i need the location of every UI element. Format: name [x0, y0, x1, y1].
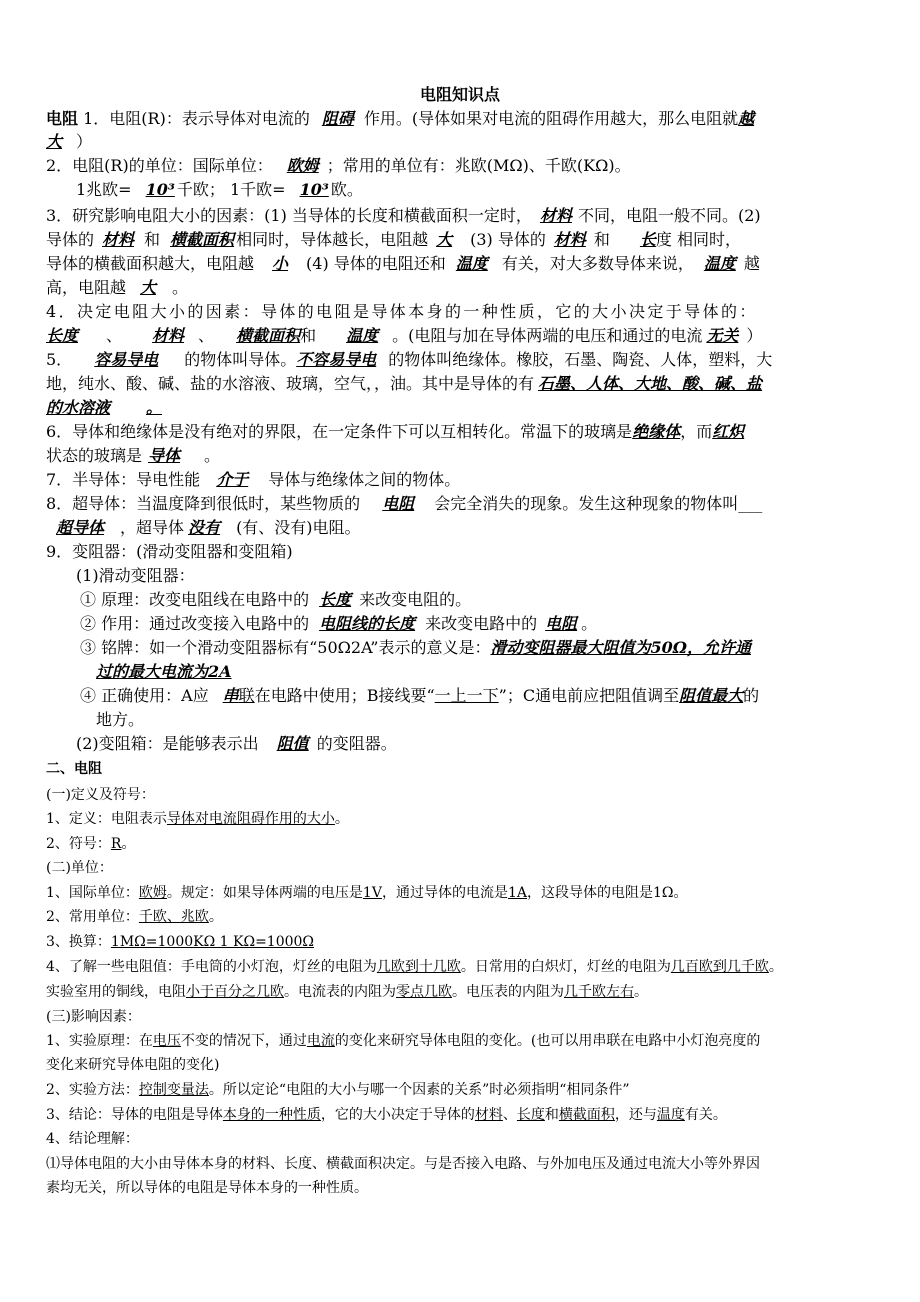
factors-line-3	[46, 1105, 886, 1125]
item-9-point-4-cont: 地方。	[96, 710, 145, 729]
text: ，还与	[614, 1107, 657, 1123]
text: 1．电阻(R)：表示导体对电流的	[78, 109, 310, 128]
underlined-text: 材料	[474, 1107, 503, 1123]
text: 。	[768, 959, 783, 975]
text: 不同，电阻一般不同。(2)	[577, 206, 761, 225]
item-3-line-4	[46, 277, 886, 299]
item-9-heading: 9．变阻器：(滑动变阻器和变阻箱)	[46, 542, 293, 561]
underlined-text: 长度	[516, 1107, 545, 1123]
text: 会完全消失的现象。发生这种现象的物体叫___	[434, 494, 763, 513]
underlined-text: 小于百分之几欧	[186, 984, 284, 1000]
part-2-heading: 二、电阻	[46, 761, 102, 777]
answer-blank: 阻碍	[321, 109, 354, 128]
text: 的	[743, 686, 760, 705]
answer-blank: 绝缘体	[632, 422, 681, 441]
item-9-point-4	[80, 685, 880, 707]
answer-blank: 不容易导电	[296, 350, 377, 369]
underlined-text: 千欧、兆欧	[138, 909, 209, 925]
unit-line-2	[46, 907, 886, 927]
text: 导体与绝缘体之间的物体。	[268, 470, 461, 489]
text: 实验室用的铜线，电阻	[46, 984, 186, 1000]
text: 2、符号：	[46, 836, 111, 852]
text: (2)变阻箱：是能够表示出	[76, 734, 259, 753]
item-4-line-1	[46, 301, 886, 323]
underlined-text: 1A	[507, 885, 527, 901]
text: 和	[593, 230, 610, 249]
item-9-point-2	[80, 613, 920, 635]
answer-blank: 石墨、人体、大地、酸、碱、盐	[538, 374, 763, 393]
text: 的物体叫绝缘体。橡胶，石墨、陶瓷、人体，塑料，大	[388, 350, 773, 369]
underlined-text: 几欧到十几欧	[376, 959, 461, 975]
underlined-text: R	[110, 836, 122, 852]
page-title: 电阻知识点	[419, 85, 500, 104]
text: 状态的玻璃是	[46, 446, 143, 465]
text: 联	[238, 686, 255, 705]
answer-blank: 电阻线的长度	[319, 614, 416, 633]
text: ，它的大小决定于导体的	[320, 1107, 475, 1123]
answer-blank: 阻值最大	[679, 686, 744, 705]
item-8-line-2	[46, 517, 886, 539]
answer-blank: 材料	[539, 206, 572, 225]
text: 3．研究影响电阻大小的因素：(1) 当导体的长度和横截面积一定时，	[46, 206, 532, 225]
text: 4、了解一些电阻值：手电筒的小灯泡，灯丝的电阻为	[46, 959, 377, 975]
text: 。(电阻与加在导体两端的电压和通过的电流	[392, 326, 703, 345]
definition-heading: (一)定义及符号：	[46, 787, 155, 803]
text: 有关，对大多数导体来说，	[501, 254, 694, 273]
text: 7．半导体：导电性能	[46, 470, 201, 489]
text: 。	[204, 446, 221, 465]
underlined-text: 本身的一种性质	[222, 1107, 321, 1123]
item-5-line-3	[46, 397, 886, 419]
answer-blank: 欧姆	[286, 156, 319, 175]
text: 2．电阻(R)的单位：国际单位：	[46, 156, 273, 175]
unit-line-4-cont	[46, 982, 886, 1002]
answer-blank: 大	[46, 132, 63, 151]
unit-line-3	[46, 932, 886, 952]
factors-line-1	[46, 1031, 896, 1051]
item-7	[46, 469, 886, 491]
text: (3) 导体的	[470, 230, 546, 249]
item-9-point-1	[80, 589, 920, 611]
text: 。	[581, 614, 598, 633]
answer-blank: 材料	[553, 230, 586, 249]
item-6-line-2	[46, 445, 886, 467]
answer-blank: 温度	[703, 254, 736, 273]
text: 、	[198, 326, 215, 345]
unit-line-4	[46, 957, 896, 977]
text: 1、定义：电阻表示	[46, 811, 167, 827]
answer-blank: 长	[639, 230, 656, 249]
text: ④ 正确使用：A应	[80, 686, 209, 705]
text: 、	[502, 1107, 517, 1123]
definition-line	[46, 809, 886, 829]
answer-blank: 滑动变阻器最大阻值为50Ω，允许通	[490, 638, 751, 657]
answer-blank: 温度	[455, 254, 488, 273]
underlined-text: 电流	[306, 1033, 335, 1049]
text: 。	[172, 278, 189, 297]
text: (有、没有)电阻。	[236, 518, 361, 537]
text: 。	[334, 811, 349, 827]
item-8-line-1	[46, 493, 886, 515]
answer-blank: 大	[140, 278, 157, 297]
answer-blank: 串	[222, 686, 239, 705]
text: 8．超导体：当温度降到很低时，某些物质的	[46, 494, 361, 513]
answer-blank: 电阻	[382, 494, 415, 513]
item-3-line-1	[46, 205, 886, 227]
item-9-point-3-cont	[96, 661, 920, 683]
answer-blank: 材料	[102, 230, 135, 249]
text: 千欧； 1千欧=	[176, 180, 286, 199]
answer-blank: 过的最大电流为2A	[96, 662, 232, 681]
text: 、	[106, 326, 123, 345]
text: 1兆欧=	[76, 180, 132, 199]
answer-blank: 红炽	[712, 422, 745, 441]
item-3-line-3	[46, 253, 886, 275]
text: 。	[634, 984, 648, 1000]
underlined-text: 欧姆	[138, 885, 167, 901]
text: 欧。	[330, 180, 363, 199]
text: 来改变电阻的。	[359, 590, 472, 609]
answer-blank: 体	[88, 518, 105, 537]
text: 有关。	[684, 1107, 727, 1123]
text: ② 作用：通过改变接入电路中的	[80, 614, 310, 633]
text: ③ 铭牌：如一个滑动变阻器标有“50Ω2A”表示的意义是：	[80, 638, 491, 657]
text: 3、换算：	[46, 934, 111, 950]
text: 地，纯水、酸、碱、盐的水溶液、玻璃，空气，，油。其中是导体的有	[46, 374, 535, 393]
factors-heading: (三)影响因素：	[46, 1009, 141, 1025]
item-9-sub-1: (1)滑动变阻器：	[76, 566, 195, 585]
item-5-line-1	[46, 349, 886, 371]
answer-blank: 小	[272, 254, 289, 273]
underlined-text: 导体对电流阻碍作用的大小	[166, 811, 335, 827]
factors-line-2	[46, 1080, 886, 1100]
factors-line-1-cont: 变化来研究导体电阻的变化)	[46, 1057, 220, 1073]
text: 和	[300, 326, 317, 345]
text: 3、结论：导体的电阻是导体	[46, 1107, 223, 1123]
symbol-line	[46, 834, 886, 854]
underlined-text: 零点几欧	[396, 984, 452, 1000]
answer-blank: 阻值	[276, 734, 309, 753]
answer-blank: 导体	[148, 446, 181, 465]
item-5-line-2	[46, 373, 886, 395]
item-9-sub-2	[76, 733, 916, 755]
item-4-line-2	[46, 325, 886, 347]
answer-blank: 。	[146, 398, 163, 417]
section-lead: 电阻	[46, 109, 79, 128]
unit-line-1	[46, 883, 886, 903]
answer-blank: 超导	[56, 518, 89, 537]
answer-blank: 无关	[706, 326, 739, 345]
item-9-point-3	[80, 637, 880, 659]
text: 。日常用的白炽灯，灯丝的电阻为	[460, 959, 671, 975]
text: 4．决定电阻大小的因素：导体的电阻是导体本身的一种性质，它的大小决定于导体的：	[46, 302, 758, 321]
text: 6．导体和绝缘体是没有绝对的界限，在一定条件下可以互相转化。常温下的玻璃是	[46, 422, 633, 441]
answer-blank: 长度	[46, 326, 79, 345]
text: ，这段导体的电阻是1Ω。	[526, 885, 688, 901]
text: 。电压表的内阻为	[452, 984, 564, 1000]
unit-heading: (二)单位：	[46, 860, 113, 876]
text: 。规定：如果导体两端的电压是	[166, 885, 363, 901]
text: 高，电阻越	[46, 278, 127, 297]
text: 1、实验原理：在	[46, 1033, 153, 1049]
answer-blank: 没有	[188, 518, 221, 537]
text: 的变阻器。	[316, 734, 397, 753]
text: 。电流表的内阻为	[284, 984, 396, 1000]
text: 越	[743, 254, 760, 273]
underlined-text: 温度	[656, 1107, 685, 1123]
text: 的变化来研究导体电阻的变化。(也可以用串联在电路中小灯泡亮度的	[334, 1033, 761, 1049]
item-1-line-2	[46, 131, 886, 153]
text: ；常用的单位有：兆欧(MΩ)、千欧(KΩ)。	[326, 156, 631, 175]
underlined-text: 几百欧到几千欧	[670, 959, 769, 975]
answer-blank: 横截面积	[170, 230, 235, 249]
text: 导体的	[46, 230, 95, 249]
text: 。	[121, 836, 136, 852]
text: 1、国际单位：	[46, 885, 139, 901]
text: 和	[144, 230, 161, 249]
text: 来改变电路中的	[425, 614, 538, 633]
text: 和	[544, 1107, 559, 1123]
item-3-line-2	[46, 229, 886, 251]
factors-line-5-cont: 素均无关，所以导体的电阻是导体本身的一种性质。	[46, 1180, 368, 1196]
answer-blank: 10³	[145, 180, 175, 199]
answer-blank: 电阻	[545, 614, 578, 633]
text: ① 原理：改变电阻线在电路中的	[80, 590, 310, 609]
answer-blank: 长度	[319, 590, 352, 609]
answer-blank: 介于	[216, 470, 249, 489]
underlined-text: 1V	[362, 885, 382, 901]
answer-blank: 材料	[152, 326, 185, 345]
text: ）	[76, 132, 93, 151]
answer-blank: 横截面积	[236, 326, 301, 345]
underlined-text: 控制变量法	[138, 1082, 209, 1098]
underlined-text: 电压	[152, 1033, 181, 1049]
text: 作用。(导体如果对电流的阻碍作用越大，那么电阻就	[363, 109, 739, 128]
answer-blank: 温度	[346, 326, 379, 345]
item-2-line-2	[76, 179, 916, 201]
item-2-line-1	[46, 155, 886, 177]
text: 导体的横截面积越大，电阻越	[46, 254, 255, 273]
factors-line-5: ⑴导体电阻的大小由导体本身的材料、长度、横截面积决定。与是否接入电路、与外加电压及通过电流大小等外界因	[46, 1156, 760, 1172]
text: 不变的情况下，通过	[180, 1033, 307, 1049]
answer-blank: 越	[738, 109, 755, 128]
text: ，通过导体的电流是	[381, 885, 508, 901]
text: 相同时，导体越长，电阻越	[236, 230, 429, 249]
text: 2、常用单位：	[46, 909, 139, 925]
factors-line-4: 4、结论理解：	[46, 1131, 139, 1147]
item-1-line-1	[46, 108, 886, 130]
text: 。	[208, 909, 223, 925]
item-6-line-1	[46, 421, 886, 443]
underlined-text: 横截面积	[558, 1107, 615, 1123]
text: 。所以定论“电阻的大小与哪一个因素的关系”时必须指明“相同条件”	[208, 1082, 630, 1098]
text: 的物体叫导体。	[184, 350, 297, 369]
text: 2、实验方法：	[46, 1082, 139, 1098]
answer-blank: 大	[436, 230, 453, 249]
text: ，超导体	[120, 518, 185, 537]
underlined-text: 几千欧左右	[564, 984, 634, 1000]
text: ”；C通电前应把阻值调至	[498, 686, 680, 705]
answer-blank: 一上一下	[434, 686, 499, 705]
text: 5．	[46, 350, 73, 369]
underlined-text: 1MΩ=1000KΩ 1 KΩ=1000Ω	[110, 934, 315, 950]
answer-blank: 的水溶液	[46, 398, 111, 417]
text: ）	[746, 326, 763, 345]
text: 在电路中使用；B接线要“	[254, 686, 435, 705]
text: 度 相同时，	[655, 230, 741, 249]
text: (4) 导体的电阻还和	[306, 254, 446, 273]
answer-blank: 10³	[299, 180, 329, 199]
answer-blank: 容易导电	[94, 350, 159, 369]
text: ，而	[680, 422, 713, 441]
